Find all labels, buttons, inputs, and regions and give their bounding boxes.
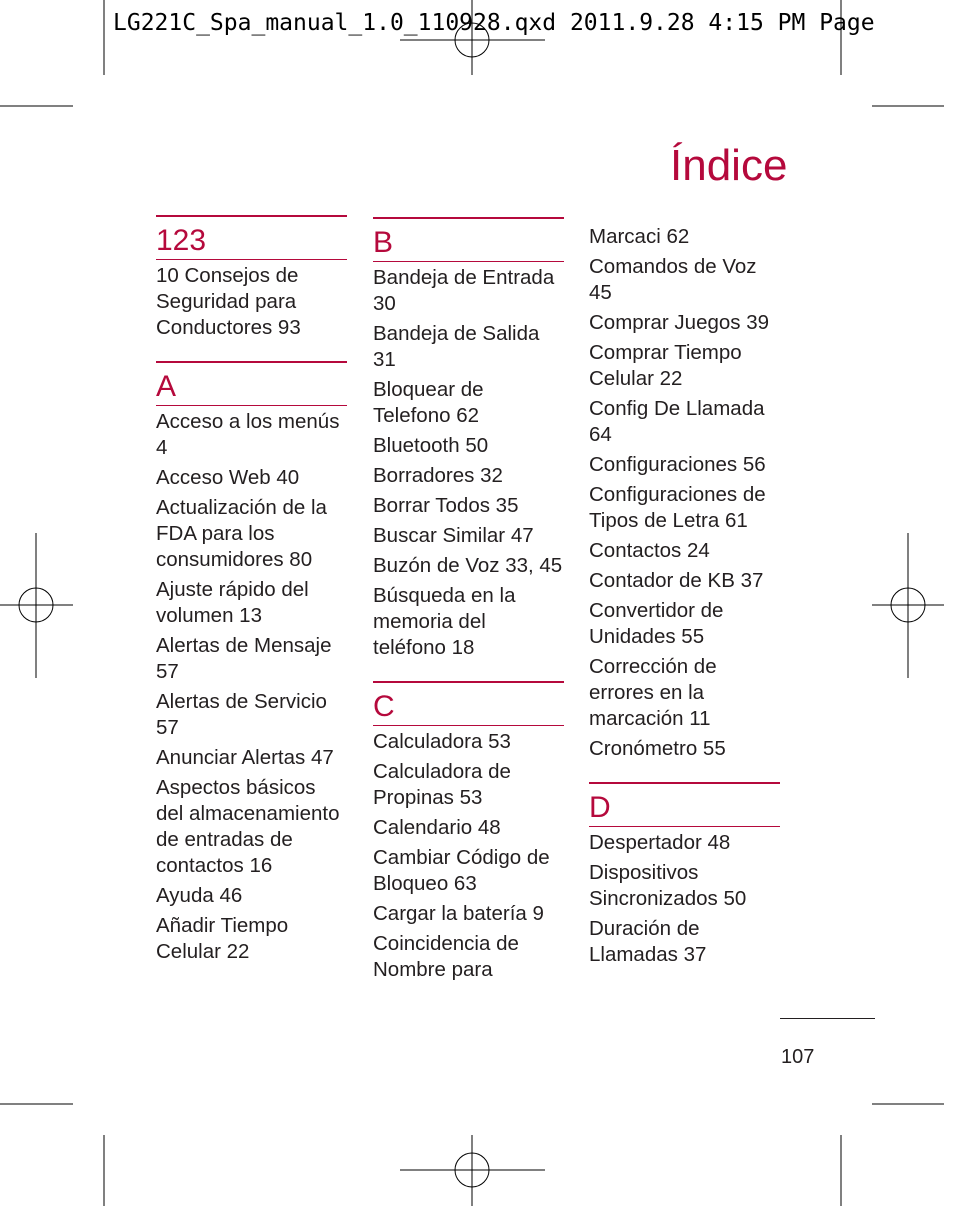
entry-list (156, 409, 347, 965)
index-entry: Dispositivos Sincronizados 50 (589, 861, 747, 910)
index-entry: Contactos 24 (589, 539, 710, 562)
page-number: 107 (781, 1046, 815, 1068)
index-entry: Búsqueda en la memoria del teléfono 18 (373, 584, 516, 659)
section-letter: A (156, 361, 347, 406)
entry-list (589, 830, 780, 968)
index-entry: 10 Consejos de Seguridad para Conductores 93 (156, 264, 301, 339)
index-entry: Duración de Llamadas 37 (589, 917, 707, 966)
index-entry: Contador de KB 37 (589, 569, 764, 592)
index-column-1 (156, 215, 347, 985)
index-entry: Ayuda 46 (156, 884, 243, 907)
index-entry: Bluetooth 50 (373, 434, 489, 457)
index-entry: Comprar Tiempo Celular 22 (589, 341, 742, 390)
entry-list (373, 265, 564, 661)
index-entry: Calculadora 53 (373, 730, 511, 753)
index-column-3 (589, 224, 780, 988)
section-letter: 123 (156, 215, 347, 260)
index-entry: Coincidencia de Nombre para (373, 932, 519, 981)
entry-list (156, 263, 347, 341)
index-entry: Borrar Todos 35 (373, 494, 519, 517)
index-entry: Bandeja de Entrada 30 (373, 266, 555, 315)
index-section-123 (156, 215, 347, 341)
index-entry: Config De Llamada 64 (589, 397, 765, 446)
section-letter: C (373, 681, 564, 726)
entry-list (373, 729, 564, 983)
index-entry: Alertas de Mensaje 57 (156, 634, 332, 683)
index-section-c (373, 681, 564, 983)
index-entry: Corrección de errores en la marcación 11 (589, 655, 717, 730)
entry-list (589, 224, 780, 762)
index-entry: Marcaci 62 (589, 225, 690, 248)
index-entry: Bloquear de Telefono 62 (373, 378, 484, 427)
index-entry: Calculadora de Propinas 53 (373, 760, 511, 809)
index-entry: Bandeja de Salida 31 (373, 322, 540, 371)
page-number-rule (780, 1018, 875, 1019)
section-letter: B (373, 217, 564, 262)
index-entry: Acceso a los menús 4 (156, 410, 340, 459)
index-section-a (156, 361, 347, 965)
index-entry: Aspectos básicos del almacenamiento de entradas de contactos 16 (156, 776, 340, 877)
index-entry: Configuraciones 56 (589, 453, 766, 476)
index-entry: Configuraciones de Tipos de Letra 61 (589, 483, 766, 532)
index-section-c-continued (589, 224, 780, 762)
index-entry: Buscar Similar 47 (373, 524, 534, 547)
file-slug: LG221C_Spa_manual_1.0_110928.qxd 2011.9.28 4:15 PM Page (113, 10, 875, 36)
index-entry: Borradores 32 (373, 464, 503, 487)
index-entry: Cargar la batería 9 (373, 902, 544, 925)
index-entry: Cronómetro 55 (589, 737, 726, 760)
index-entry: Comprar Juegos 39 (589, 311, 770, 334)
index-section-b (373, 217, 564, 661)
index-entry: Anunciar Alertas 47 (156, 746, 334, 769)
page-title: Índice (670, 141, 788, 190)
index-entry: Ajuste rápido del volumen 13 (156, 578, 309, 627)
index-entry: Actualización de la FDA para los consumidores 80 (156, 496, 327, 571)
index-entry: Despertador 48 (589, 831, 731, 854)
index-section-d (589, 782, 780, 968)
section-letter: D (589, 782, 780, 827)
index-entry: Acceso Web 40 (156, 466, 300, 489)
index-column-2 (373, 217, 564, 1003)
index-entry: Calendario 48 (373, 816, 501, 839)
index-entry: Alertas de Servicio 57 (156, 690, 327, 739)
index-entry: Añadir Tiempo Celular 22 (156, 914, 289, 963)
index-entry: Cambiar Código de Bloqueo 63 (373, 846, 550, 895)
index-entry: Convertidor de Unidades 55 (589, 599, 724, 648)
index-entry: Buzón de Voz 33, 45 (373, 554, 563, 577)
index-entry: Comandos de Voz 45 (589, 255, 757, 304)
